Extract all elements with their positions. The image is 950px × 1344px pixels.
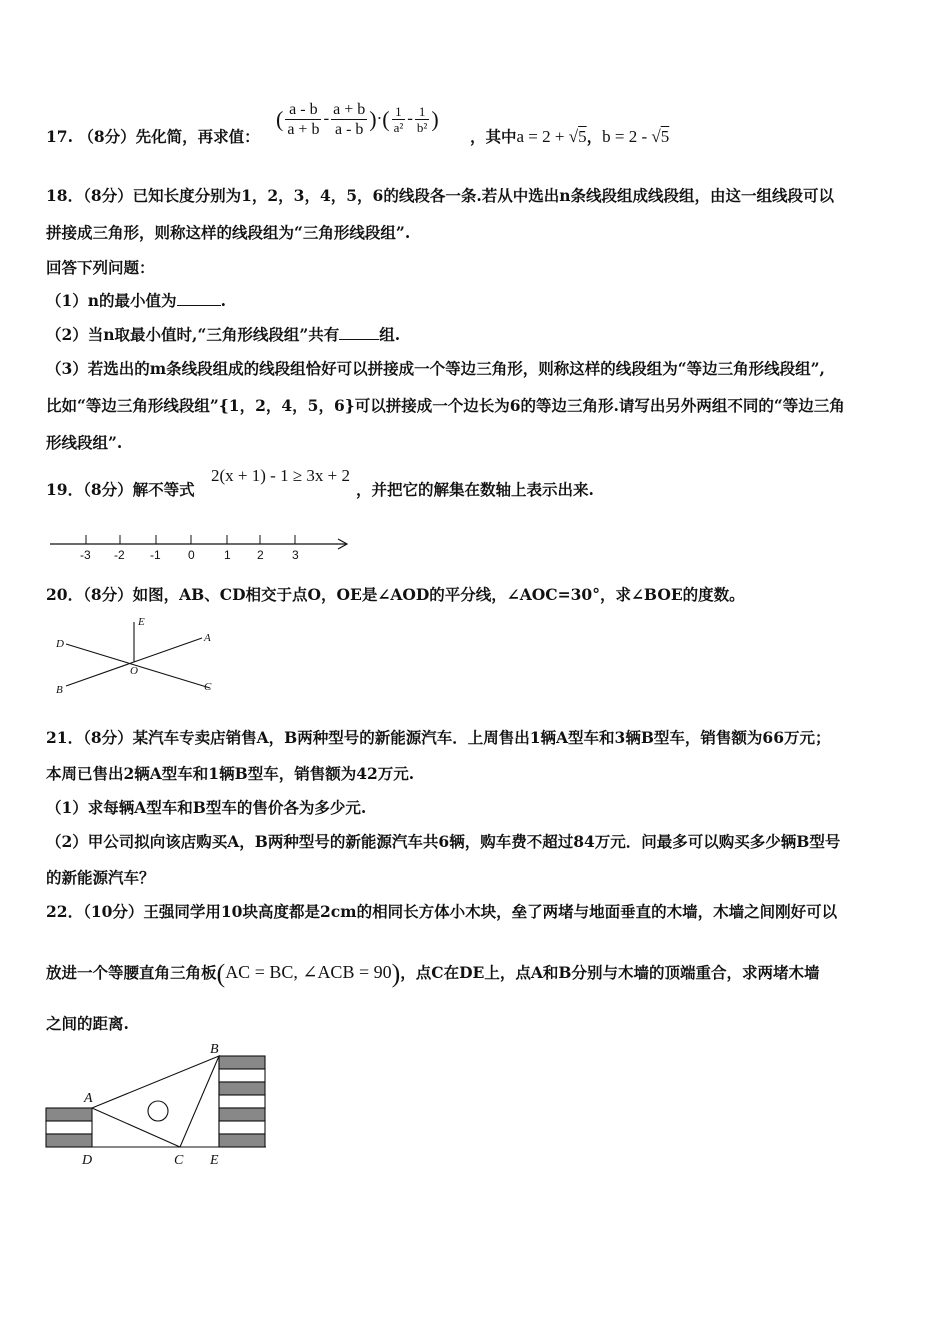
q21-line-5: 的新能源汽车？	[46, 868, 155, 887]
tick-label: -2	[114, 548, 125, 562]
label-E: E	[138, 616, 145, 628]
q18-part-2: （2）当n取最小值时,“三角形线段组”共有 组.	[46, 325, 401, 344]
answer-blank[interactable]	[339, 325, 379, 340]
tick-label: 2	[257, 548, 264, 562]
q18-line-1: 18．（8分）已知长度分别为1，2，3，4，5，6的线段各一条.若从中选出n条线段组成线段组，由这一组线段可以	[46, 186, 834, 205]
q21-line-2: 本周已售出2辆A型车和1辆B型车，销售额为42万元.	[46, 764, 415, 783]
q22-line-3: 之间的距离.	[46, 1014, 129, 1033]
label-C: C	[204, 681, 212, 693]
q18-part-3-line-2: 比如“等边三角形线段组”{1，2，4，5，6}可以拼接成一个边长为6的等边三角形.请写出另外两组不同的“等边三角	[46, 396, 845, 415]
label-B: B	[210, 1042, 219, 1057]
q17-score: （8分）	[78, 127, 136, 146]
label-C: C	[174, 1153, 184, 1168]
q21-line-1: 21．（8分）某汽车专卖店销售A，B两种型号的新能源汽车．上周售出1辆A型车和3辆B型车，销售额为66万元；	[46, 728, 831, 747]
label-D: D	[82, 1153, 93, 1168]
q17-fraction-4: $\frac{1}{\text{b²}}$	[416, 104, 428, 135]
label-O: O	[130, 665, 138, 677]
q17-number: 17.	[46, 127, 73, 146]
q17-values: ，其中a = 2 + √5，b = 2 - √5	[470, 127, 670, 146]
q18-part-1: （1）n的最小值为 .	[46, 291, 226, 310]
q17-fraction-1: $\frac{a - b}{a + b}$	[287, 101, 320, 138]
label-A: A	[204, 632, 211, 644]
q21-line-4: （2）甲公司拟向该店购买A，B两种型号的新能源汽车共6辆，购车费不超过84万元．问最多可以购买多少辆B型号	[46, 832, 841, 851]
q20-line: 20．（8分）如图，AB、CD相交于点O，OE是∠AOD的平分线，∠AOC=30°，求∠BOE的度数。	[46, 585, 745, 604]
label-E: E	[210, 1153, 219, 1168]
q19-tail: ，并把它的解集在数轴上表示出来.	[356, 480, 594, 499]
tick-label: 3	[292, 548, 299, 562]
q18-line-3: 回答下列问题：	[46, 258, 155, 277]
number-line	[48, 530, 358, 562]
q21-line-3: （1）求每辆A型车和B型车的售价各为多少元.	[46, 798, 367, 817]
tick-label: -1	[150, 548, 161, 562]
q22-line-1: 22．（10分）王强同学用10块高度都是2cm的相同长方体小木块，垒了两堵与地面垂直的木墙，木墙之间刚好可以	[46, 902, 838, 921]
label-B: B	[56, 684, 63, 696]
q17-fraction-3: $\frac{1}{\text{a²}}$	[393, 104, 404, 135]
label-A: A	[84, 1091, 93, 1106]
q17-fraction-2: $\frac{a + b}{a - b}$	[333, 101, 366, 138]
q22-wall-figure	[40, 1040, 276, 1170]
answer-blank[interactable]	[177, 291, 221, 306]
q17-text: 先化简，再求值：	[135, 127, 260, 146]
q18-part-3-line-1: （3）若选出的m条线段组成的线段组恰好可以拼接成一个等边三角形，则称这样的线段组为“等边三角形线段组”,	[46, 359, 825, 378]
label-D: D	[56, 638, 64, 650]
q18-part-3-line-3: 形线段组”.	[46, 433, 123, 452]
q20-angle-figure	[50, 614, 220, 696]
tick-label: 1	[224, 548, 231, 562]
q19-line: 19．（8分）解不等式	[46, 480, 195, 499]
q18-line-2: 拼接成三角形，则称这样的线段组为“三角形线段组”.	[46, 223, 411, 242]
tick-label: 0	[188, 548, 195, 562]
q22-line-2: 放进一个等腰直角三角板(AC = BC, ∠ACB = 90)，点C在DE上，点A和B分别与木墙的顶端重合，求两堵木墙	[46, 959, 820, 988]
q17-line	[46, 124, 260, 150]
q19-inequality: 2(x + 1) - 1 ≥ 3x + 2	[211, 466, 350, 485]
q17-expression: ( $\frac{a - b}{a + b}$ - $\frac{a + b}{a - b}$ )·( $\frac{1}{\text{a²}}$ - $\frac{1}{\text{b²}}$ )	[276, 101, 439, 138]
tick-label: -3	[80, 548, 91, 562]
